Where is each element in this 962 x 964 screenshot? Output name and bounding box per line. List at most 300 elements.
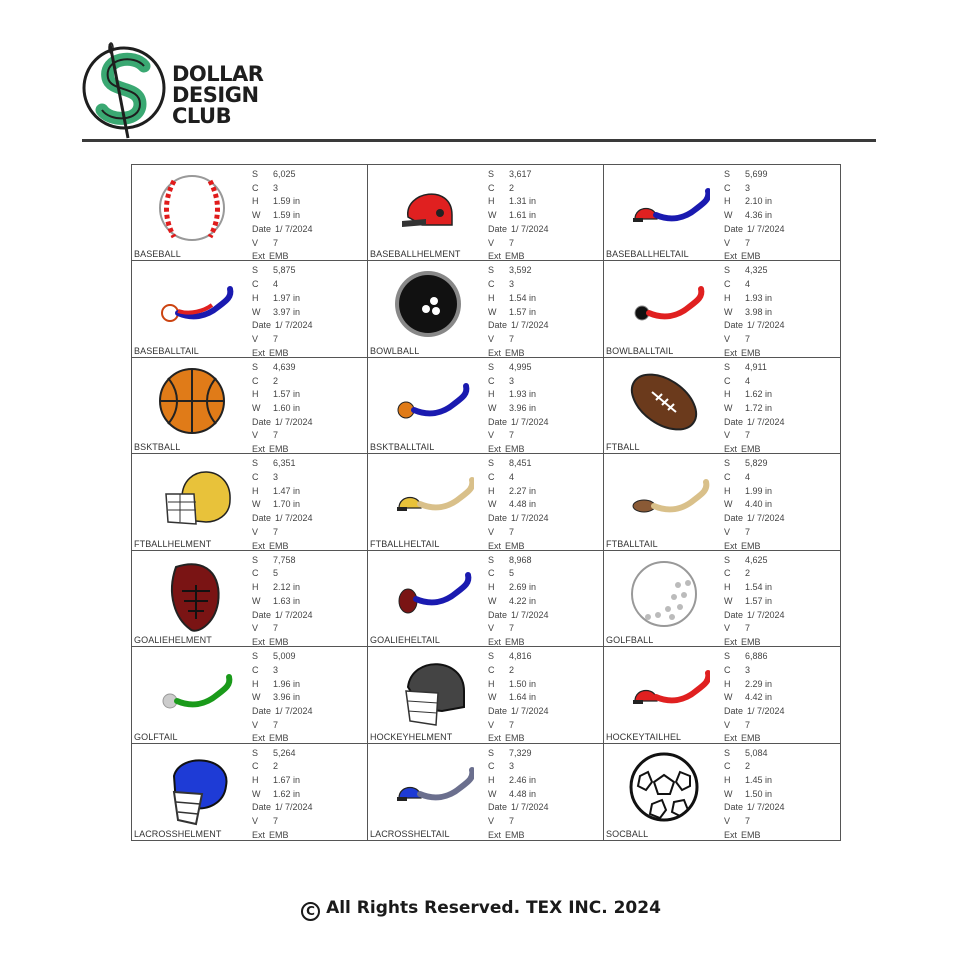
spec-h-label: H	[252, 389, 259, 400]
spec-ext-label: Ext	[724, 733, 738, 744]
spec-w-row	[724, 306, 785, 320]
spec-h-row	[252, 678, 313, 692]
spec-v-label: V	[252, 430, 259, 441]
design-specs	[724, 457, 785, 553]
spec-date-label: Date	[724, 320, 744, 331]
spec-s-label: S	[724, 554, 731, 565]
spec-s-row	[488, 747, 549, 761]
spec-v-label: V	[252, 526, 259, 537]
spec-c-label: C	[724, 664, 731, 675]
spec-v-value: 7	[745, 430, 751, 441]
spec-v-row	[488, 719, 549, 733]
spec-h-value: 1.45 in	[745, 774, 773, 785]
spec-h-label: H	[724, 485, 731, 496]
spec-s-label: S	[488, 361, 495, 372]
spec-c-value: 3	[745, 664, 751, 675]
design-card	[604, 261, 840, 357]
spec-ext-value: EMB	[269, 636, 289, 647]
spec-date-row	[488, 416, 549, 430]
spec-c-row	[724, 278, 785, 292]
spec-date-label: Date	[252, 705, 272, 716]
spec-ext-label: Ext	[488, 347, 502, 358]
design-specs	[488, 264, 549, 360]
spec-h-value: 2.10 in	[745, 196, 773, 207]
spec-w-row	[488, 788, 549, 802]
spec-s-value: 5,264	[273, 747, 296, 758]
spec-w-row	[252, 788, 313, 802]
copyright-icon: C	[301, 902, 320, 921]
design-card	[604, 647, 840, 743]
spec-date-row	[724, 223, 785, 237]
spec-c-row	[252, 567, 313, 581]
spec-w-row	[252, 402, 313, 416]
spec-v-label: V	[252, 816, 259, 827]
spec-s-label: S	[252, 169, 259, 179]
spec-s-value: 4,625	[745, 554, 768, 565]
spec-v-value: 7	[745, 623, 751, 634]
baseball-tail-icon	[146, 265, 238, 343]
spec-v-value: 7	[509, 816, 515, 827]
spec-v-row	[724, 526, 785, 540]
spec-c-value: 5	[509, 568, 515, 579]
spec-ext-label: Ext	[252, 251, 266, 262]
spec-date-label: Date	[724, 802, 744, 813]
design-card	[604, 551, 840, 647]
spec-h-value: 2.29 in	[745, 678, 773, 689]
spec-ext-row	[724, 829, 785, 843]
spec-date-label: Date	[488, 513, 508, 524]
spec-s-value: 4,639	[273, 361, 296, 372]
spec-w-row	[724, 402, 785, 416]
copyright-text: All Rights Reserved. TEX INC. 2024	[326, 898, 661, 918]
design-card	[368, 744, 604, 840]
design-name: LACROSSHELTAIL	[370, 829, 450, 839]
spec-s-row	[488, 457, 549, 471]
spec-c-label: C	[252, 279, 259, 290]
spec-w-label: W	[724, 788, 733, 799]
spec-w-row	[488, 402, 549, 416]
spec-s-label: S	[724, 747, 731, 758]
spec-w-label: W	[252, 595, 261, 606]
spec-s-label: S	[488, 458, 495, 469]
spec-v-label: V	[488, 237, 495, 248]
spec-ext-label: Ext	[252, 540, 266, 551]
spec-h-value: 2.46 in	[509, 774, 537, 785]
spec-h-value: 2.12 in	[273, 582, 301, 593]
spec-v-row	[252, 526, 313, 540]
spec-c-label: C	[488, 664, 495, 675]
design-specs	[488, 747, 549, 843]
spec-w-value: 4.48 in	[509, 499, 537, 510]
spec-ext-value: EMB	[505, 251, 525, 262]
design-specs	[724, 361, 785, 457]
spec-v-label: V	[488, 719, 495, 730]
design-card	[132, 261, 368, 357]
spec-ext-label: Ext	[724, 444, 738, 455]
spec-w-row	[488, 498, 549, 512]
spec-date-label: Date	[252, 320, 272, 331]
spec-v-row	[724, 333, 785, 347]
design-card	[368, 551, 604, 647]
spec-date-value: 1/ 7/2024	[747, 705, 785, 716]
spec-v-row	[252, 237, 313, 251]
spec-v-row	[488, 333, 549, 347]
spec-v-value: 7	[745, 237, 751, 248]
spec-w-row	[252, 691, 313, 705]
spec-s-label: S	[488, 265, 495, 276]
spec-s-value: 4,325	[745, 265, 768, 276]
spec-h-label: H	[724, 678, 731, 689]
spec-c-row	[488, 278, 549, 292]
spec-w-value: 1.64 in	[509, 692, 537, 703]
spec-h-value: 1.50 in	[509, 678, 537, 689]
spec-w-value: 1.57 in	[509, 306, 537, 317]
spec-date-label: Date	[488, 705, 508, 716]
design-card	[132, 744, 368, 840]
spec-h-label: H	[724, 196, 731, 207]
bowling-ball-tail-icon	[618, 265, 710, 343]
spec-v-value: 7	[509, 237, 515, 248]
design-name: GOLFTAIL	[134, 731, 178, 742]
spec-c-row	[488, 567, 549, 581]
spec-ext-label: Ext	[488, 636, 502, 647]
spec-v-row	[488, 429, 549, 443]
spec-ext-label: Ext	[252, 636, 266, 647]
spec-h-row	[488, 774, 549, 788]
brand-line-3: CLUB	[172, 104, 232, 128]
golf-tail-icon	[146, 651, 238, 729]
spec-s-value: 4,816	[509, 651, 532, 662]
spec-c-label: C	[252, 471, 259, 482]
spec-c-value: 2	[273, 375, 279, 386]
spec-s-label: S	[724, 265, 731, 276]
spec-c-row	[252, 278, 313, 292]
spec-ext-label: Ext	[724, 251, 738, 262]
spec-v-row	[488, 622, 549, 636]
basketball-tail-icon	[382, 362, 474, 440]
design-specs	[724, 747, 785, 843]
spec-s-label: S	[488, 651, 495, 662]
spec-w-label: W	[252, 306, 261, 317]
spec-ext-value: EMB	[741, 733, 761, 744]
spec-w-row	[724, 595, 785, 609]
football-icon	[618, 362, 710, 440]
design-specs	[252, 168, 313, 264]
spec-date-label: Date	[488, 802, 508, 813]
spec-ext-value: EMB	[269, 733, 289, 744]
spec-s-row	[724, 554, 785, 568]
spec-v-value: 7	[273, 816, 279, 827]
spec-s-row	[488, 361, 549, 375]
spec-h-value: 1.97 in	[273, 292, 301, 303]
spec-v-label: V	[724, 623, 731, 634]
spec-date-value: 1/ 7/2024	[511, 416, 549, 427]
spec-s-label: S	[488, 554, 495, 565]
design-name: SOCBALL	[606, 829, 649, 839]
spec-w-row	[724, 691, 785, 705]
spec-date-row	[724, 512, 785, 526]
spec-v-value: 7	[273, 237, 279, 248]
spec-c-value: 2	[509, 664, 515, 675]
spec-w-label: W	[252, 499, 261, 510]
spec-ext-label: Ext	[252, 444, 266, 455]
spec-date-label: Date	[252, 609, 272, 620]
spec-ext-value: EMB	[505, 636, 525, 647]
spec-h-label: H	[488, 196, 495, 207]
spec-h-row	[724, 292, 785, 306]
spec-v-value: 7	[273, 430, 279, 441]
hockey-helmet-tail-icon	[618, 651, 710, 729]
spec-w-value: 1.61 in	[509, 210, 537, 221]
spec-s-label: S	[488, 747, 495, 758]
spec-s-row	[252, 168, 313, 182]
brand-line-2: DESIGN	[172, 83, 259, 107]
spec-date-row	[488, 512, 549, 526]
spec-date-row	[488, 705, 549, 719]
spec-h-label: H	[252, 485, 259, 496]
football-helmet-tail-icon	[382, 458, 474, 536]
spec-h-label: H	[488, 582, 495, 593]
spec-s-value: 6,351	[273, 458, 296, 469]
design-name: BSKTBALL	[134, 442, 181, 453]
spec-h-row	[488, 485, 549, 499]
spec-w-label: W	[252, 210, 261, 221]
spec-h-label: H	[252, 678, 259, 689]
spec-s-value: 5,699	[745, 169, 768, 179]
spec-date-row	[252, 705, 313, 719]
spec-s-row	[488, 168, 549, 182]
spec-h-row	[488, 388, 549, 402]
spec-w-value: 1.57 in	[745, 595, 773, 606]
spec-ext-value: EMB	[741, 540, 761, 551]
design-specs	[252, 457, 313, 553]
design-name: BASEBALL	[134, 249, 181, 260]
spec-c-value: 3	[509, 279, 515, 290]
spec-ext-value: EMB	[741, 444, 761, 455]
design-name: GOLFBALL	[606, 635, 654, 646]
spec-s-row	[252, 264, 313, 278]
spec-v-label: V	[488, 623, 495, 634]
spec-ext-label: Ext	[252, 829, 266, 840]
spec-date-value: 1/ 7/2024	[511, 609, 549, 620]
spec-s-label: S	[252, 361, 259, 372]
spec-c-value: 4	[745, 471, 751, 482]
spec-c-value: 2	[273, 761, 279, 772]
spec-v-row	[724, 719, 785, 733]
design-name: HOCKEYTAILHEL	[606, 731, 682, 742]
spec-v-row	[488, 526, 549, 540]
spec-h-label: H	[488, 485, 495, 496]
spec-s-label: S	[724, 361, 731, 372]
spec-ext-value: EMB	[269, 347, 289, 358]
spec-ext-value: EMB	[741, 251, 761, 262]
golf-ball-icon	[618, 555, 710, 633]
spec-h-value: 1.96 in	[273, 678, 301, 689]
design-name: BASEBALLHELMENT	[370, 249, 461, 260]
spec-s-value: 6,886	[745, 651, 768, 662]
spec-date-label: Date	[724, 223, 744, 234]
spec-date-value: 1/ 7/2024	[275, 223, 313, 234]
spec-h-label: H	[724, 582, 731, 593]
brand-line-1: DOLLAR	[172, 62, 264, 86]
spec-s-row	[724, 747, 785, 761]
spec-s-value: 4,995	[509, 361, 532, 372]
spec-s-value: 5,875	[273, 265, 296, 276]
spec-ext-value: EMB	[505, 540, 525, 551]
spec-w-value: 4.42 in	[745, 692, 773, 703]
spec-c-row	[724, 664, 785, 678]
spec-c-value: 5	[273, 568, 279, 579]
spec-s-value: 8,451	[509, 458, 532, 469]
spec-w-row	[252, 209, 313, 223]
spec-v-label: V	[488, 430, 495, 441]
spec-s-row	[488, 650, 549, 664]
spec-s-row	[724, 361, 785, 375]
spec-v-value: 7	[509, 623, 515, 634]
spec-date-value: 1/ 7/2024	[511, 802, 549, 813]
spec-date-row	[488, 319, 549, 333]
spec-h-row	[488, 678, 549, 692]
spec-date-label: Date	[724, 513, 744, 524]
spec-w-label: W	[252, 692, 261, 703]
spec-c-label: C	[724, 279, 731, 290]
spec-ext-label: Ext	[252, 347, 266, 358]
spec-date-label: Date	[252, 416, 272, 427]
spec-s-label: S	[488, 169, 495, 179]
spec-c-label: C	[724, 375, 731, 386]
spec-h-row	[724, 388, 785, 402]
spec-w-label: W	[488, 402, 497, 413]
design-catalog-grid	[131, 164, 841, 841]
spec-ext-label: Ext	[488, 540, 502, 551]
spec-w-row	[488, 209, 549, 223]
spec-h-row	[252, 388, 313, 402]
spec-w-row	[488, 306, 549, 320]
spec-date-label: Date	[488, 223, 508, 234]
spec-s-row	[724, 650, 785, 664]
spec-date-label: Date	[252, 513, 272, 524]
spec-ext-row	[488, 829, 549, 843]
design-specs	[252, 650, 313, 746]
spec-v-label: V	[724, 237, 731, 248]
design-name: BASEBALLHELTAIL	[606, 249, 689, 260]
spec-s-row	[724, 168, 785, 182]
spec-h-label: H	[488, 292, 495, 303]
spec-c-label: C	[252, 568, 259, 579]
spec-w-row	[488, 595, 549, 609]
basketball-icon	[146, 362, 238, 440]
spec-date-label: Date	[724, 705, 744, 716]
spec-v-value: 7	[509, 430, 515, 441]
spec-w-label: W	[488, 499, 497, 510]
spec-c-value: 4	[745, 375, 751, 386]
spec-s-value: 7,758	[273, 554, 296, 565]
design-name: BOWLBALLTAIL	[606, 345, 674, 356]
spec-ext-label: Ext	[488, 829, 502, 840]
dollar-sign-needle-icon	[82, 40, 172, 140]
spec-s-value: 5,084	[745, 747, 768, 758]
spec-h-row	[252, 485, 313, 499]
spec-c-value: 3	[273, 182, 279, 193]
spec-v-value: 7	[509, 719, 515, 730]
spec-s-label: S	[252, 651, 259, 662]
spec-v-row	[488, 815, 549, 829]
spec-c-value: 2	[509, 182, 515, 193]
spec-ext-value: EMB	[505, 829, 525, 840]
spec-h-row	[488, 195, 549, 209]
design-name: FTBALLHELMENT	[134, 538, 212, 549]
spec-s-label: S	[252, 458, 259, 469]
spec-h-label: H	[252, 774, 259, 785]
spec-w-label: W	[488, 595, 497, 606]
spec-h-label: H	[488, 678, 495, 689]
spec-date-label: Date	[488, 609, 508, 620]
spec-c-label: C	[724, 761, 731, 772]
design-card	[132, 358, 368, 454]
spec-date-row	[488, 801, 549, 815]
spec-s-row	[488, 264, 549, 278]
baseball-icon	[146, 169, 238, 247]
spec-c-label: C	[488, 279, 495, 290]
spec-w-value: 4.36 in	[745, 210, 773, 221]
hockey-helmet-icon	[382, 651, 474, 729]
spec-h-value: 2.27 in	[509, 485, 537, 496]
design-specs	[252, 554, 313, 650]
spec-c-row	[724, 471, 785, 485]
spec-h-row	[724, 581, 785, 595]
design-card	[132, 165, 368, 261]
design-card	[368, 165, 604, 261]
spec-date-row	[488, 223, 549, 237]
spec-w-value: 1.63 in	[273, 595, 301, 606]
spec-h-label: H	[252, 292, 259, 303]
spec-v-label: V	[724, 816, 731, 827]
design-specs	[488, 650, 549, 746]
spec-h-value: 1.54 in	[509, 292, 537, 303]
spec-s-row	[488, 554, 549, 568]
spec-s-value: 5,829	[745, 458, 768, 469]
spec-date-row	[252, 319, 313, 333]
spec-v-value: 7	[509, 526, 515, 537]
header-divider	[82, 139, 876, 142]
spec-date-value: 1/ 7/2024	[747, 609, 785, 620]
spec-ext-value: EMB	[269, 829, 289, 840]
spec-w-label: W	[252, 402, 261, 413]
spec-ext-label: Ext	[724, 347, 738, 358]
design-specs	[724, 168, 785, 264]
spec-h-value: 1.57 in	[273, 389, 301, 400]
design-card	[604, 454, 840, 550]
spec-s-value: 8,968	[509, 554, 532, 565]
spec-s-row	[252, 554, 313, 568]
spec-c-label: C	[724, 471, 731, 482]
spec-s-value: 6,025	[273, 169, 296, 179]
spec-c-label: C	[488, 568, 495, 579]
design-specs	[252, 361, 313, 457]
spec-h-label: H	[724, 774, 731, 785]
spec-date-row	[724, 705, 785, 719]
goalie-helmet-icon	[146, 555, 238, 633]
spec-s-label: S	[252, 554, 259, 565]
spec-v-value: 7	[745, 333, 751, 344]
spec-w-label: W	[488, 210, 497, 221]
spec-date-value: 1/ 7/2024	[511, 513, 549, 524]
spec-h-label: H	[724, 389, 731, 400]
spec-ext-value: EMB	[741, 829, 761, 840]
copyright-footer	[0, 898, 962, 921]
spec-h-label: H	[252, 196, 259, 207]
spec-w-row	[252, 498, 313, 512]
